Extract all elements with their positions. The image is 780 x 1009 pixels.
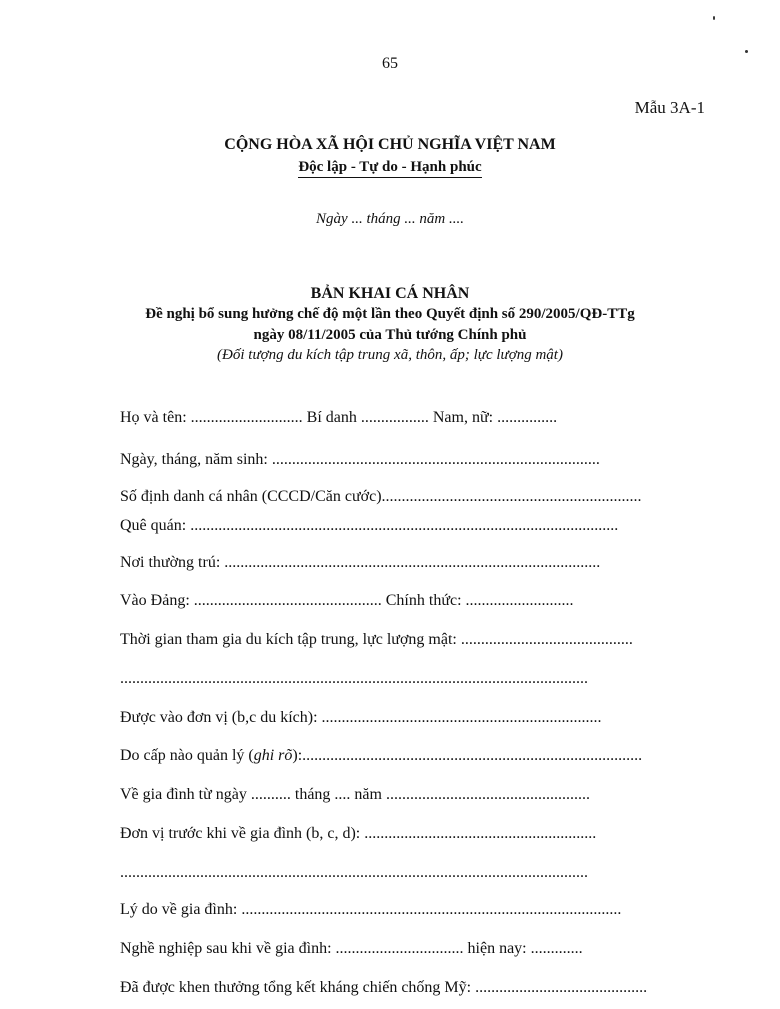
- national-motto: [0, 159, 780, 176]
- manager-fill: ):.....................................................................................: [292, 747, 643, 764]
- field-award[interactable]: Đã được khen thưởng tổng kết kháng chiến chống Mỹ: ...........................................: [120, 979, 648, 996]
- field-dob[interactable]: Ngày, tháng, năm sinh: ..................................................................................: [120, 451, 600, 468]
- field-duration[interactable]: Thời gian tham gia du kích tập trung, lực lượng mật: ...........................................: [120, 631, 633, 648]
- field-reason[interactable]: Lý do về gia đình: ...............................................................................................: [120, 901, 622, 918]
- title-subline-2: ngày 08/11/2005 của Thủ tướng Chính phủ: [253, 327, 527, 343]
- field-party[interactable]: Vào Đảng: ............................................... Chính thức: ...........................: [120, 592, 574, 609]
- field-previous-unit[interactable]: Đơn vị trước khi về gia đình (b, c, d): ..........................................................: [120, 825, 597, 842]
- field-return-date[interactable]: Về gia đình từ ngày .......... tháng .... năm ...................................................: [120, 786, 590, 803]
- field-name[interactable]: Họ và tên: ............................ Bí danh ................. Nam, nữ: ...............: [120, 409, 558, 426]
- manager-label-italic: ghi rõ: [253, 747, 293, 764]
- field-occupation[interactable]: Nghề nghiệp sau khi về gia đình: ................................ hiện nay: .............: [120, 940, 583, 957]
- field-residence[interactable]: Nơi thường trú: ..............................................................................................: [120, 554, 601, 571]
- page-number: 65: [382, 55, 398, 72]
- manager-label: Do cấp nào quản lý (: [120, 747, 254, 764]
- form-code: Mẫu 3A-1: [634, 98, 705, 117]
- document-title: BẢN KHAI CÁ NHÂN: [310, 285, 470, 302]
- date-line: Ngày ... tháng ... năm ....: [316, 211, 464, 227]
- field-id-number[interactable]: Số định danh cá nhân (CCCD/Căn cước).................................................................: [120, 488, 642, 505]
- title-subline-3: (Đối tượng du kích tập trung xã, thôn, ấp; lực lượng mật): [217, 347, 563, 363]
- field-manager[interactable]: [120, 747, 642, 765]
- scan-speck: [713, 16, 715, 20]
- field-hometown[interactable]: Quê quán: ...........................................................................................................: [120, 517, 619, 534]
- scan-speck: [745, 50, 748, 53]
- field-unit[interactable]: Được vào đơn vị (b,c du kích): ......................................................................: [120, 709, 602, 726]
- title-subline-1: Đề nghị bổ sung hưởng chế độ một lần theo Quyết định số 290/2005/QĐ-TTg: [145, 306, 635, 322]
- motto-text: Độc lập - Tự do - Hạnh phúc: [298, 159, 481, 178]
- country-header: CỘNG HÒA XÃ HỘI CHỦ NGHĨA VIỆT NAM: [224, 136, 556, 153]
- field-previous-unit-continuation[interactable]: .....................................................................................................................: [120, 864, 588, 881]
- field-duration-continuation[interactable]: .....................................................................................................................: [120, 670, 588, 687]
